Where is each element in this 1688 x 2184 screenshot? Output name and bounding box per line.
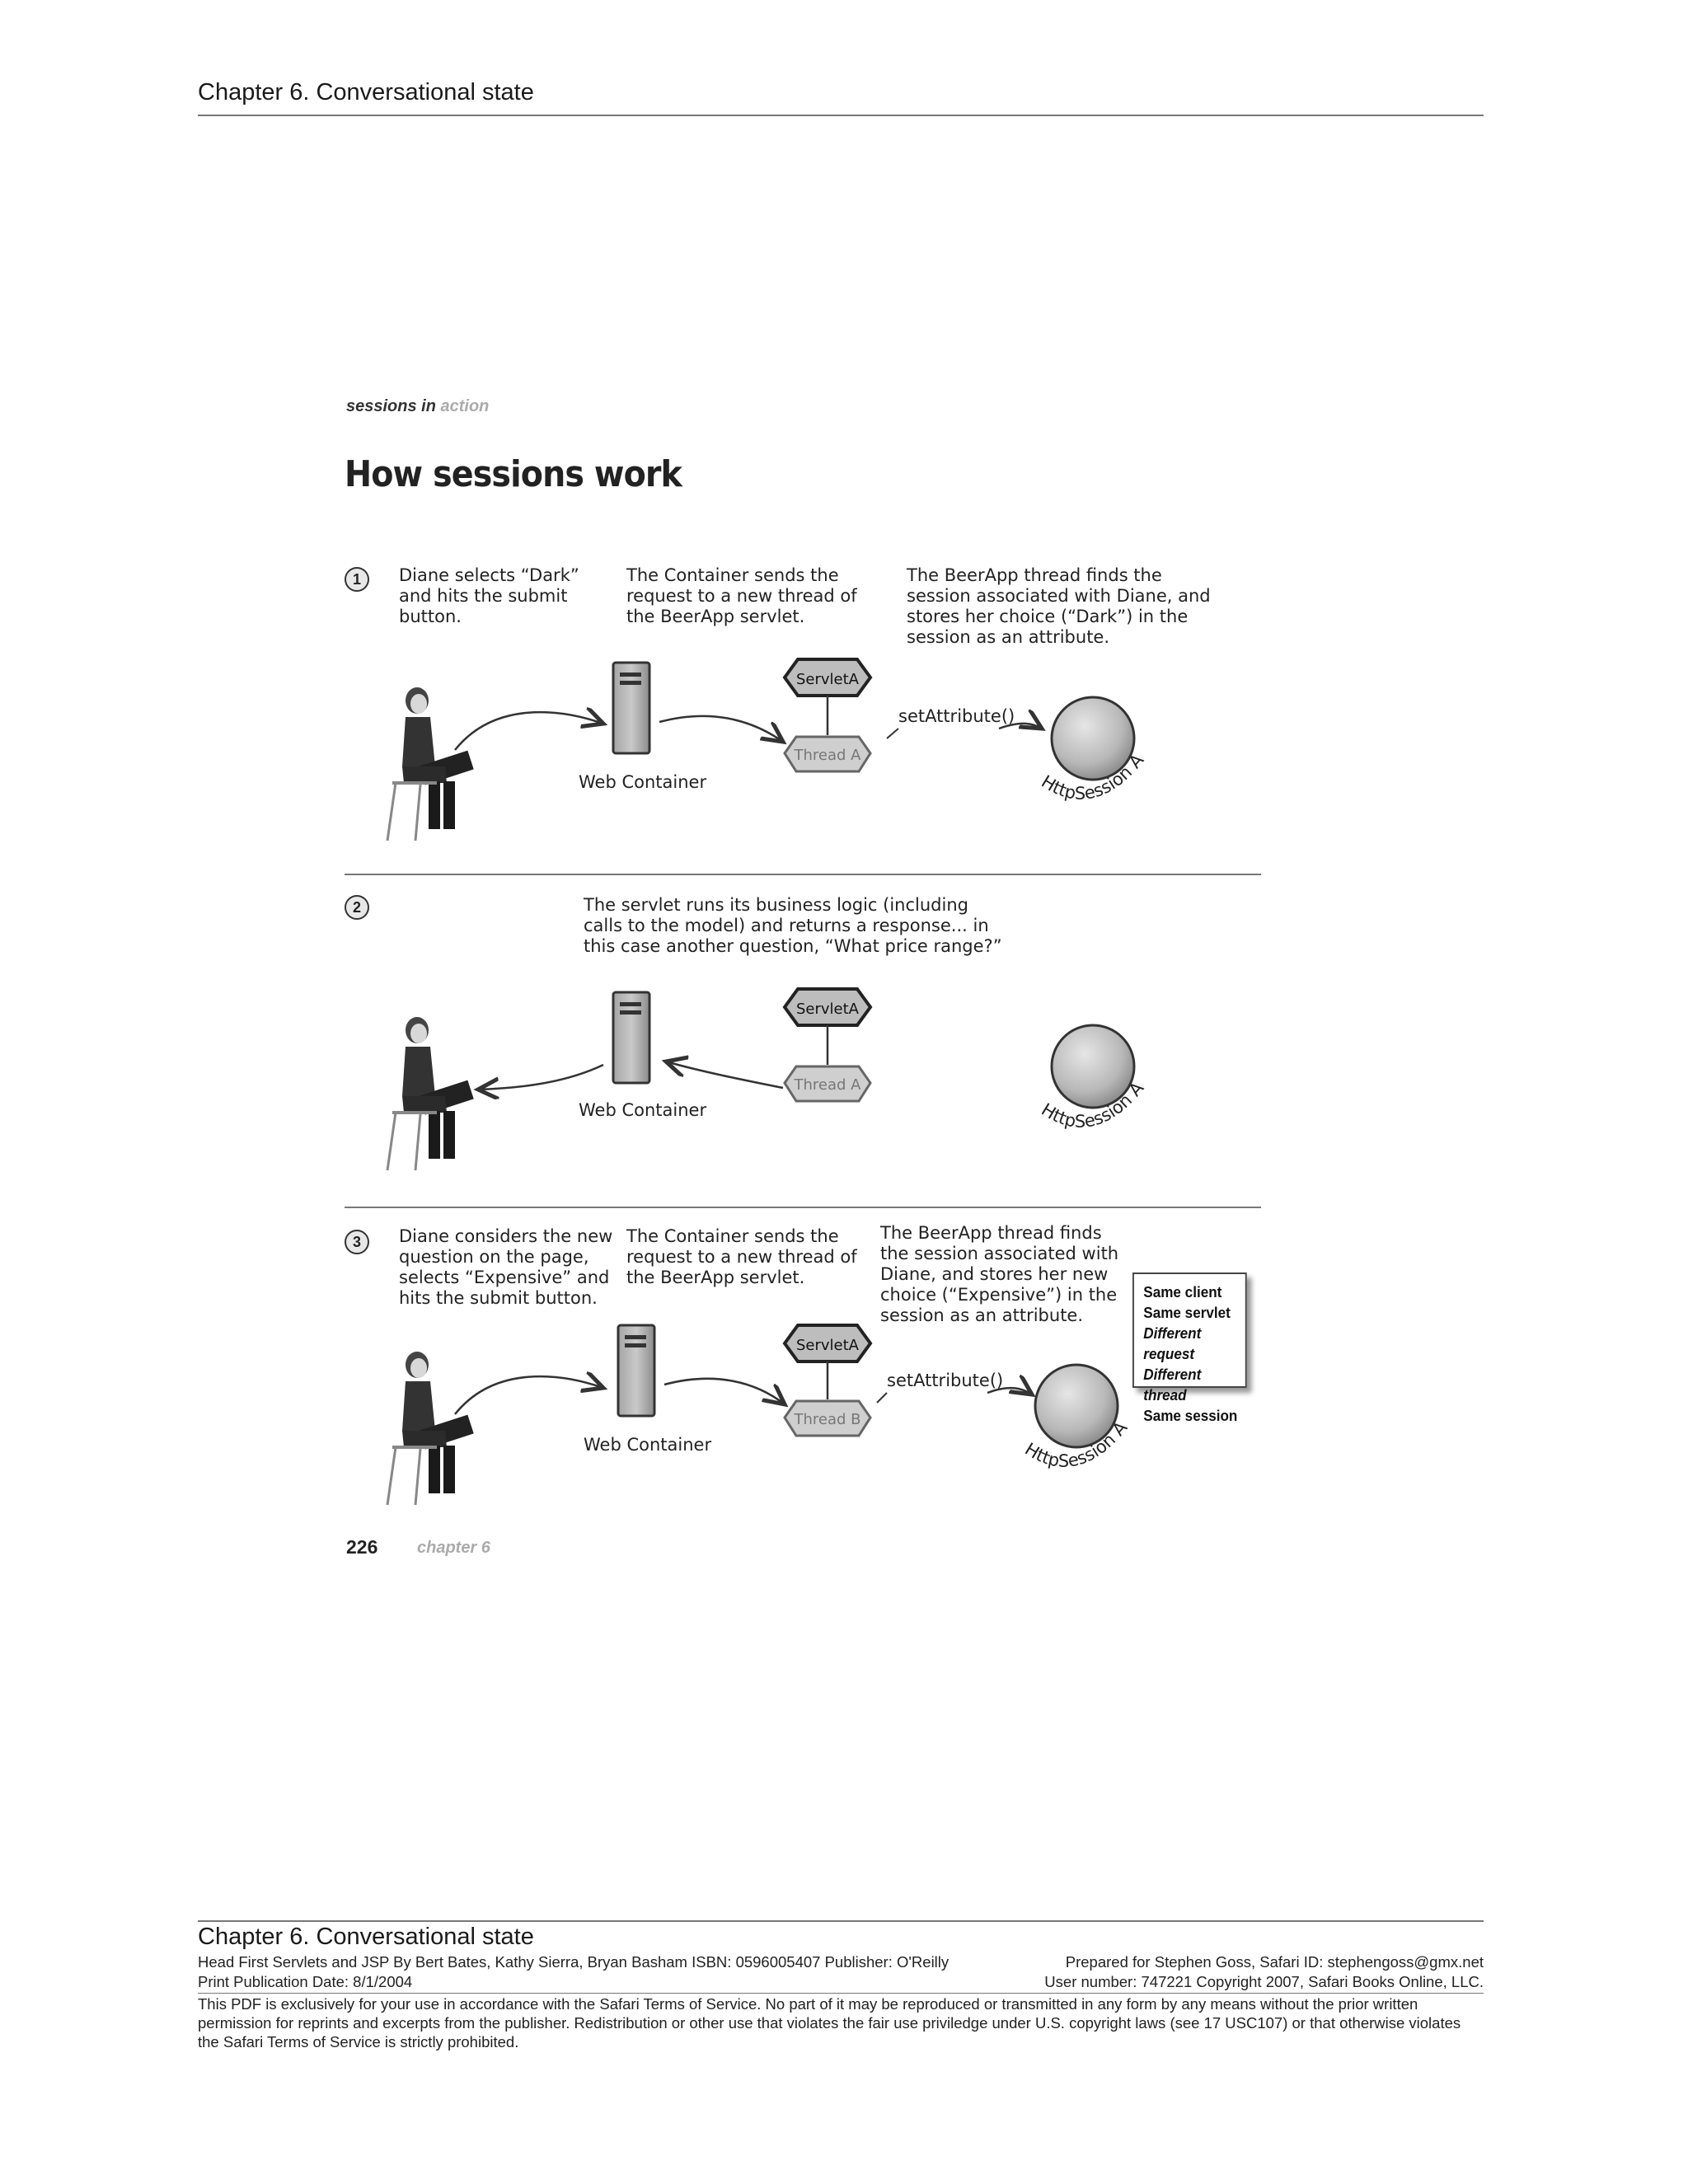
servlet-a-icon	[785, 1325, 870, 1361]
arrow-thread-to-container	[666, 1062, 783, 1088]
servlet-a-label: ServletA	[796, 1001, 859, 1018]
web-container-icon	[618, 1325, 654, 1416]
thread-a-label: Thread A	[794, 747, 861, 764]
step-3-text-beerapp: The BeerApp thread finds the session associated with Diane, and stores her new choice (“Expensive”) in the session as an attribute.	[880, 1223, 1119, 1325]
callout-line: Different thread	[1143, 1366, 1202, 1404]
arrow-container-to-diane	[478, 1065, 603, 1090]
footer-prepared-for: Prepared for Stephen Goss, Safari ID: stephengoss@gmx.net	[1065, 1953, 1484, 1971]
page-number: 226	[346, 1536, 378, 1558]
set-attribute-label: setAttribute()	[887, 1371, 1004, 1390]
thread-a-icon	[785, 1066, 870, 1101]
servlet-a-icon	[785, 989, 870, 1025]
arrow-diane-to-container	[455, 712, 603, 750]
footer-pub-date: Print Publication Date: 8/1/2004	[198, 1973, 413, 1990]
step-3-text-container: The Container sends the request to a new thread of the BeerApp servlet.	[626, 1226, 857, 1287]
http-session-label: HttpSession A	[1038, 1078, 1148, 1132]
step-2-text: The servlet runs its business logic (including calls to the model) and returns a response... in this case another question, “What price range?”	[584, 895, 1002, 956]
page-header-title: Chapter 6. Conversational state	[198, 79, 534, 105]
footer-rule-2	[198, 1993, 1484, 1994]
arrow-container-to-thread	[659, 716, 783, 742]
thread-b-icon	[785, 1401, 870, 1436]
servlet-a-label: ServletA	[796, 671, 859, 688]
section-heading: How sessions work	[345, 453, 682, 495]
callout-line: Different request	[1143, 1325, 1202, 1362]
web-container-icon	[613, 992, 649, 1083]
callout-line: Same session	[1143, 1408, 1238, 1424]
step-1-text-beerapp: The BeerApp thread finds the session associated with Diane, and stores her choice (“Dark”) in the session as an attribute.	[907, 565, 1211, 647]
step-1-number: 1	[345, 567, 369, 592]
same-different-callout	[1132, 1272, 1247, 1424]
http-session-label: HttpSession A	[1038, 750, 1148, 804]
web-container-label: Web Container	[584, 1435, 712, 1455]
footer-rule	[198, 1920, 1484, 1922]
thread-a-label: Thread A	[794, 1076, 861, 1094]
running-head-prefix: sessions in	[346, 397, 436, 415]
set-attribute-label: setAttribute()	[898, 706, 1015, 726]
step-2-number: 2	[345, 895, 369, 920]
diane-figure	[387, 687, 474, 841]
step-1-text-container: The Container sends the request to a new thread of the BeerApp servlet.	[626, 565, 857, 626]
http-session-label: HttpSession A	[1021, 1418, 1132, 1471]
thread-a-icon	[785, 737, 870, 771]
callout-line: Same servlet	[1143, 1305, 1231, 1321]
servlet-a-icon	[785, 659, 870, 696]
page-chapter-label: chapter 6	[417, 1539, 490, 1557]
running-head-accent: action	[440, 397, 490, 415]
step-3-text-diane: Diane considers the new question on the page, selects “Expensive” and hits the submit button.	[399, 1226, 613, 1308]
step-1-text-diane: Diane selects “Dark” and hits the submit button.	[399, 565, 579, 626]
footer-title: Chapter 6. Conversational state	[198, 1924, 534, 1950]
footer-legal-notice: This PDF is exclusively for your use in accordance with the Safari Terms of Service. No part of it may be reproduced or transmitted in any form by any means without the prior written permission for reprints and excerpts from the publisher. Redistribution or other use that violates the fair use priviledge under U.S. copyright laws (see 17 USC107) or that otherwise violates the Safari Terms of Service is strictly prohibited.	[198, 1995, 1461, 2050]
arrow-diane-to-container	[455, 1376, 603, 1414]
footer-user-number: User number: 747221 Copyright 2007, Safari Books Online, LLC.	[1044, 1973, 1484, 1990]
web-container-label: Web Container	[579, 1100, 707, 1120]
web-container-label: Web Container	[579, 772, 707, 792]
arrow-container-to-thread	[664, 1379, 785, 1404]
servlet-a-label: ServletA	[796, 1337, 859, 1354]
thread-b-label: Thread B	[794, 1411, 861, 1428]
step-3-number: 3	[345, 1230, 369, 1254]
callout-line: Same client	[1143, 1284, 1222, 1301]
web-container-icon	[613, 663, 649, 753]
footer-book-line: Head First Servlets and JSP By Bert Bates, Kathy Sierra, Bryan Basham ISBN: 0596005407 Publisher: O'Reilly	[198, 1953, 950, 1971]
diane-figure	[387, 1017, 474, 1170]
diane-figure	[387, 1352, 474, 1505]
